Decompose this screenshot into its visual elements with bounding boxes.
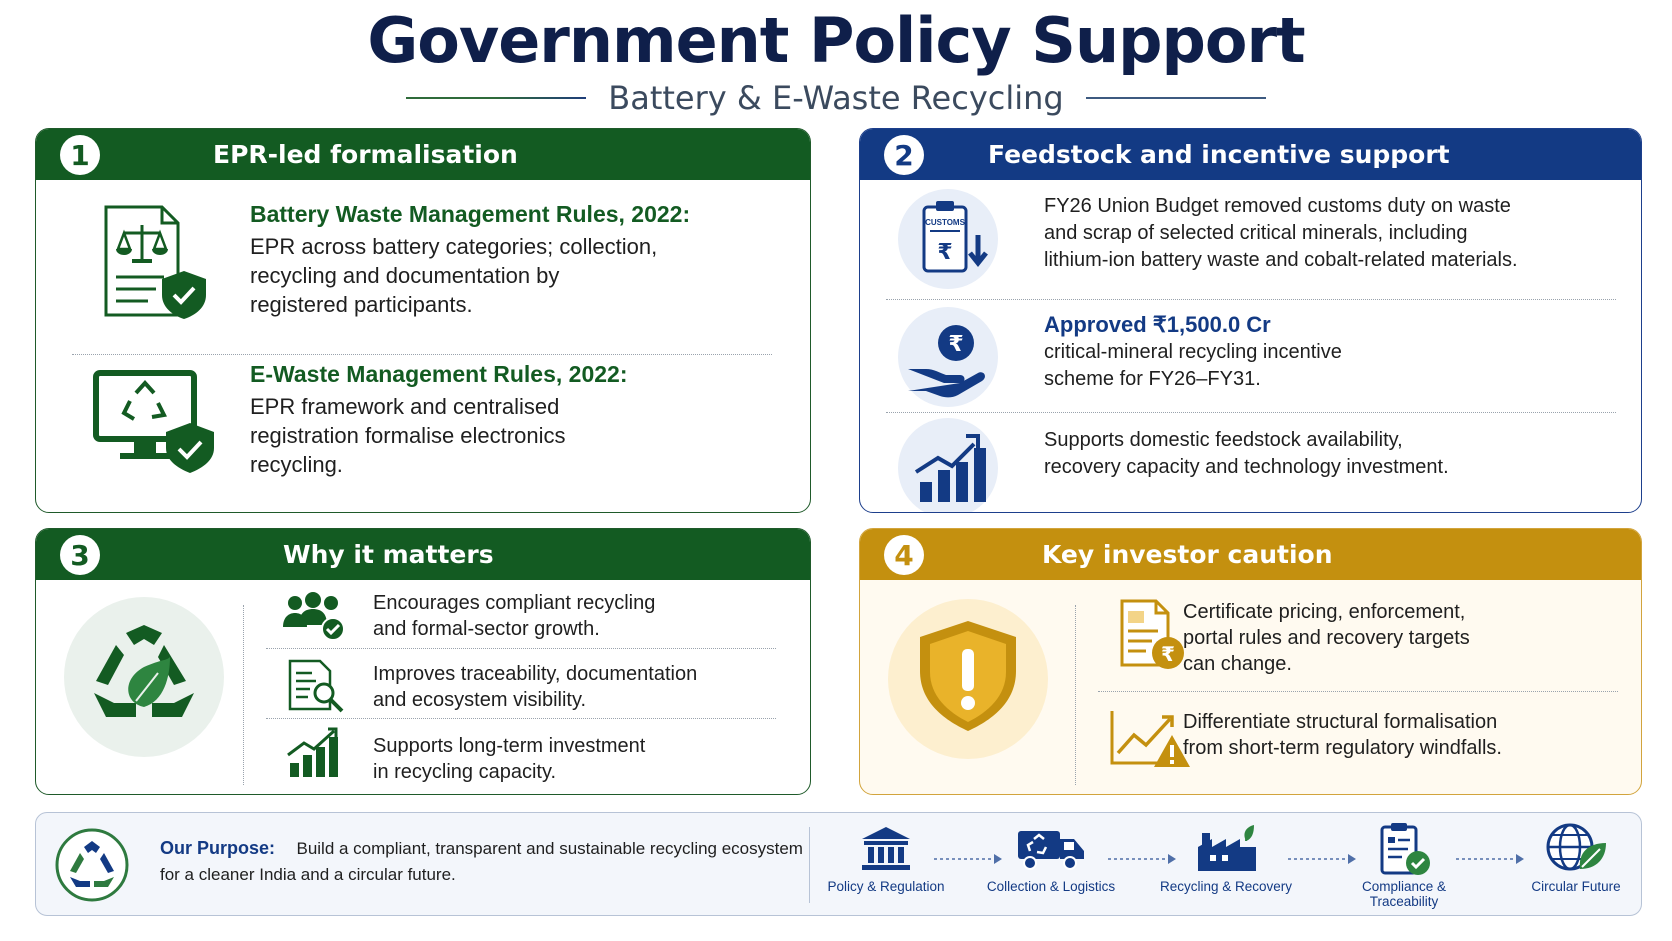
hand-rupee-coin-icon [898, 307, 998, 407]
divider [1098, 691, 1618, 692]
customs-duty-line: FY26 Union Budget removed customs duty on waste [1044, 195, 1511, 217]
flow-step-label: Recycling & Recovery [1159, 879, 1293, 894]
certificate-pricing-line: Certificate pricing, enforcement, [1183, 601, 1466, 623]
panel-title: Why it matters [283, 540, 494, 569]
long-term-investment-line: Supports long-term investment [373, 735, 646, 757]
feedstock-line: recovery capacity and technology investment. [1044, 456, 1449, 478]
flow-step-label: Compliance & Traceability [1361, 879, 1447, 909]
divider [1075, 605, 1076, 785]
ewaste-rules-line: registration formalise electronics [250, 423, 566, 448]
purpose-text-block [160, 835, 803, 888]
monitor-recycle-shield-icon [90, 367, 220, 477]
panel-header [36, 529, 810, 580]
recycling-factory-icon [1196, 821, 1260, 875]
divider [266, 718, 776, 719]
subtitle-divider-left [406, 97, 586, 99]
document-rupee-icon [1118, 597, 1188, 673]
flow-step-label: Circular Future [1531, 879, 1621, 894]
panel-number: 2 [884, 135, 924, 175]
compliant-recycling-line: and formal-sector growth. [373, 618, 600, 640]
ewaste-rules-line: recycling. [250, 452, 343, 477]
incentive-line: scheme for FY26–FY31. [1044, 368, 1261, 390]
panel-epr-formalisation [35, 128, 811, 513]
purpose-text: Build a compliant, transparent and sustainable recycling ecosystem [296, 839, 803, 858]
divider [886, 299, 1616, 300]
panel-header [36, 129, 810, 180]
incentive-amount: Approved ₹1,500.0 Cr [1044, 312, 1271, 337]
purpose-text: for a cleaner India and a circular future. [160, 865, 456, 884]
subtitle-row [0, 76, 1672, 120]
battery-rules-block [250, 201, 770, 319]
customs-duty-line: lithium-ion battery waste and cobalt-related materials. [1044, 249, 1518, 271]
divider [886, 412, 1616, 413]
recycling-truck-icon [1016, 825, 1086, 873]
incentive-line: critical-mineral recycling incentive [1044, 341, 1342, 363]
flow-step-label: Policy & Regulation [827, 879, 945, 894]
panel-title: Key investor caution [1042, 540, 1333, 569]
panel-number: 4 [884, 535, 924, 575]
shield-exclamation-icon [888, 599, 1048, 759]
divider [809, 827, 810, 903]
recycle-icon [54, 827, 130, 903]
battery-rules-line: EPR across battery categories; collection, [250, 234, 658, 259]
flow-arrow-icon [1456, 853, 1526, 865]
certificate-pricing-line: portal rules and recovery targets [1183, 627, 1470, 649]
svg-text:₹: ₹ [948, 332, 964, 357]
bar-chart-growth-icon [286, 725, 346, 779]
flow-step-label: Collection & Logistics [986, 879, 1116, 894]
legal-document-scales-shield-icon [100, 199, 210, 319]
incentive-block [1044, 311, 1604, 393]
long-term-investment-block [373, 733, 793, 785]
long-term-investment-line: in recycling capacity. [373, 761, 557, 783]
flow-arrow-icon [1288, 853, 1358, 865]
svg-text:₹: ₹ [1161, 642, 1175, 666]
globe-leaf-icon [1544, 821, 1608, 875]
page-subtitle: Battery & E-Waste Recycling [608, 79, 1064, 117]
differentiate-line: from short-term regulatory windfalls. [1183, 737, 1502, 759]
ewaste-rules-line: EPR framework and centralised [250, 394, 560, 419]
battery-rules-line: registered participants. [250, 292, 473, 317]
flow-arrow-icon [934, 853, 1004, 865]
traceability-line: and ecosystem visibility. [373, 689, 587, 711]
compliant-recycling-block [373, 590, 793, 642]
panel-title: EPR-led formalisation [213, 140, 518, 169]
battery-rules-heading: Battery Waste Management Rules, 2022: [250, 201, 691, 227]
people-check-icon [281, 591, 347, 643]
customs-duty-block [1044, 193, 1624, 274]
compliant-recycling-line: Encourages compliant recycling [373, 592, 656, 614]
svg-text:CUSTOMS: CUSTOMS [925, 218, 965, 227]
recycle-leaf-icon [64, 597, 224, 757]
certificate-pricing-block [1183, 599, 1623, 677]
panel-investor-caution [859, 528, 1642, 795]
customs-clipboard-rupee-icon [898, 189, 998, 289]
government-building-icon [858, 823, 914, 873]
feedstock-block [1044, 427, 1624, 481]
bar-chart-growth-icon [898, 418, 998, 513]
page-title: Government Policy Support [367, 4, 1305, 77]
panel-title: Feedstock and incentive support [988, 140, 1450, 169]
ewaste-rules-block [250, 361, 770, 479]
battery-rules-line: recycling and documentation by [250, 263, 560, 288]
panel-number: 1 [60, 135, 100, 175]
purpose-label: Our Purpose: [160, 838, 276, 858]
subtitle-divider-right [1086, 97, 1266, 99]
certificate-pricing-line: can change. [1183, 653, 1292, 675]
panel-header [860, 129, 1641, 180]
divider [72, 354, 772, 355]
divider [266, 648, 776, 649]
traceability-line: Improves traceability, documentation [373, 663, 698, 685]
panel-header [860, 529, 1641, 580]
customs-duty-line: and scrap of selected critical minerals, including [1044, 222, 1468, 244]
flow-arrow-icon [1108, 853, 1178, 865]
traceability-block [373, 661, 793, 713]
panel-why-it-matters [35, 528, 811, 795]
purpose-footer [35, 812, 1642, 916]
differentiate-line: Differentiate structural formalisation [1183, 711, 1498, 733]
panel-feedstock-incentive [859, 128, 1642, 513]
divider [243, 605, 244, 785]
document-magnifier-icon [286, 657, 346, 713]
ewaste-rules-heading: E-Waste Management Rules, 2022: [250, 361, 628, 387]
compliance-clipboard-icon [1378, 821, 1432, 877]
chart-warning-icon [1108, 709, 1192, 771]
panel-number: 3 [60, 535, 100, 575]
feedstock-line: Supports domestic feedstock availability, [1044, 429, 1403, 451]
differentiate-block [1183, 709, 1623, 761]
svg-text:₹: ₹ [937, 240, 953, 265]
